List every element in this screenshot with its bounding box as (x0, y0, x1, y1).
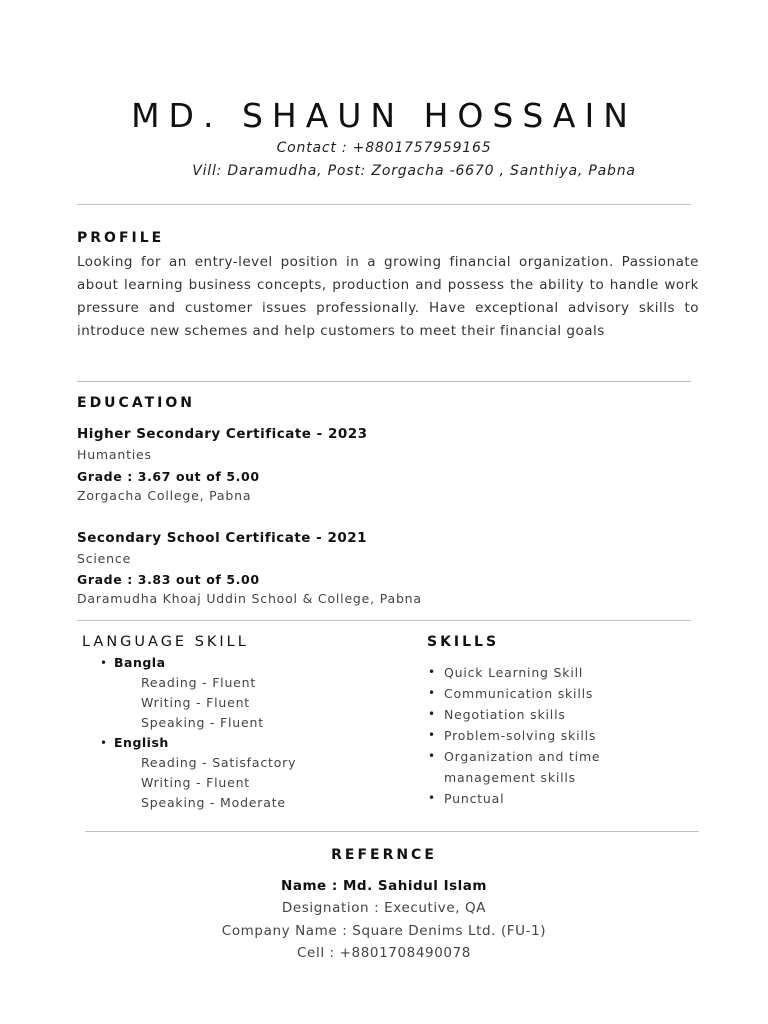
education-institution: Zorgacha College, Pabna (77, 488, 252, 503)
profile-heading: PROFILE (77, 230, 165, 246)
bullet-icon: • (428, 665, 436, 679)
reference-designation: Designation : Executive, QA (281, 900, 487, 916)
contact-address: Vill: Daramudha, Post: Zorgacha -6670 , Santhiya, Pabna (192, 163, 636, 179)
language-level: Reading - Satisfactory (141, 755, 297, 770)
skills-heading: SKILLS (427, 634, 500, 650)
skill-item: Communication skills (444, 686, 594, 701)
language-level: Writing - Fluent (141, 775, 250, 790)
skill-item: Problem-solving skills (444, 728, 597, 743)
education-group: Science (77, 551, 132, 566)
education-grade: Grade : 3.83 out of 5.00 (77, 572, 260, 587)
divider (77, 381, 691, 382)
contact-phone: Contact : +8801757959165 (276, 140, 492, 156)
bullet-icon: • (428, 707, 436, 721)
divider (77, 204, 691, 205)
language-name: English (114, 735, 169, 750)
skill-item-continuation: management skills (444, 770, 576, 785)
profile-text: Looking for an entry-level position in a growing financial organization. Passionate about learning business concepts, production and possess the ability to handle work pressure and customer issues professionally. Have exceptional advisory skills to introduce new schemes and help customers to meet their financial goals (77, 254, 699, 339)
divider (85, 831, 699, 832)
language-level: Reading - Fluent (141, 675, 257, 690)
reference-name: Name : Md. Sahidul Islam (281, 878, 487, 894)
bullet-icon: • (100, 736, 108, 750)
education-heading: EDUCATION (77, 395, 195, 411)
education-group: Humanties (77, 447, 152, 462)
bullet-icon: • (428, 749, 436, 763)
education-grade: Grade : 3.67 out of 5.00 (77, 469, 260, 484)
language-skill-heading: LANGUAGE SKILL (82, 634, 249, 650)
skill-item: Organization and time (444, 749, 601, 764)
language-name: Bangla (114, 655, 166, 670)
reference-cell: Cell : +8801708490078 (297, 945, 471, 961)
bullet-icon: • (100, 656, 108, 670)
education-title: Secondary School Certificate - 2021 (77, 530, 368, 546)
divider (77, 620, 691, 621)
resume-name: MD. SHAUN HOSSAIN (131, 96, 637, 135)
skill-item: Punctual (444, 791, 505, 806)
bullet-icon: • (428, 686, 436, 700)
reference-company: Company Name : Square Denims Ltd. (FU-1) (221, 923, 547, 939)
language-level: Speaking - Fluent (141, 715, 264, 730)
skill-item: Quick Learning Skill (444, 665, 584, 680)
reference-heading: REFERNCE (331, 847, 437, 863)
bullet-icon: • (428, 791, 436, 805)
language-level: Speaking - Moderate (141, 795, 286, 810)
language-level: Writing - Fluent (141, 695, 250, 710)
skill-item: Negotiation skills (444, 707, 566, 722)
education-institution: Daramudha Khoaj Uddin School & College, Pabna (77, 591, 422, 606)
education-title: Higher Secondary Certificate - 2023 (77, 426, 368, 442)
bullet-icon: • (428, 728, 436, 742)
